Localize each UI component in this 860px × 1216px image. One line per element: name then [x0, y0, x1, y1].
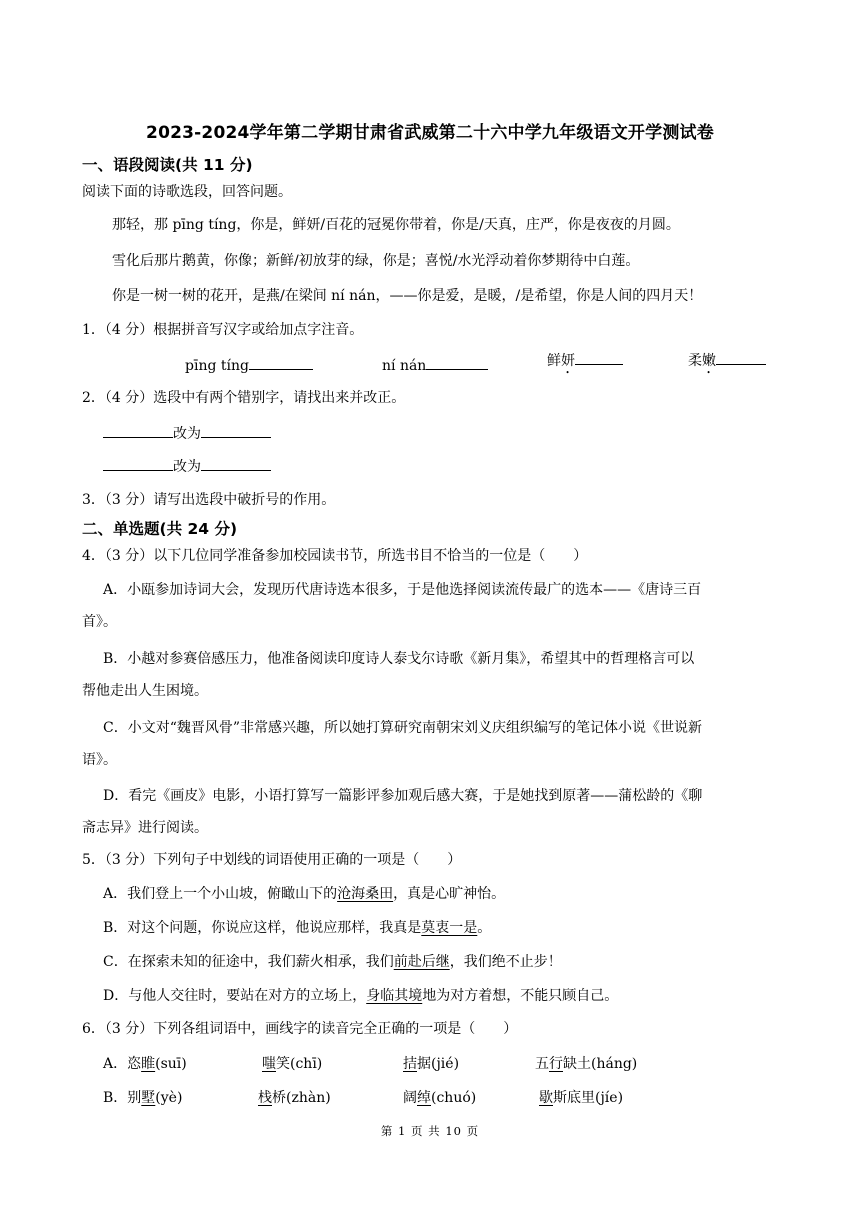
pinyin-text: ní nán — [382, 358, 427, 374]
option-text: (chuó) — [431, 1090, 477, 1106]
q6-option-b-item-4 — [539, 1087, 623, 1107]
underlined-phrase: 身临其境 — [366, 988, 423, 1004]
q6-option-a-item-1[interactable] — [103, 1053, 187, 1073]
answer-blank[interactable] — [426, 355, 488, 370]
option-text: 阔 — [403, 1090, 417, 1106]
char-item-2 — [688, 350, 766, 377]
page-title: 2023-2024学年第二学期甘肃省武威第二十六中学九年级语文开学测试卷 — [146, 123, 714, 143]
question-5: 5．（3 分）下列句子中划线的词语使用正确的一项是（ ） — [82, 852, 462, 868]
poem-line-2: 雪化后那片鹅黄，你像；新鲜/初放芽的绿，你是；喜悦/水光浮动着你梦期待中白莲。 — [112, 253, 640, 269]
q4-option-c-cont: 语》。 — [82, 752, 117, 768]
poem-line-3: 你是一树一树的花开，是燕/在梁间 ní nán，——你是爱，是暖，/是希望，你是人间的四月天！ — [112, 288, 703, 304]
dotted-char: 嫩 — [702, 353, 716, 369]
q5-option-b[interactable] — [103, 918, 491, 938]
option-text: 五 — [535, 1056, 549, 1072]
q5-option-d[interactable] — [103, 986, 618, 1006]
dotted-char: 妍 — [561, 353, 575, 369]
correction-row-1 — [103, 423, 271, 444]
char-item-1 — [547, 350, 623, 377]
q4-option-d-cont: 斋志异》进行阅读。 — [82, 820, 208, 836]
char-text: 鲜 — [547, 353, 561, 369]
q6-option-a-item-4 — [535, 1053, 637, 1073]
q6-option-b-item-1[interactable] — [103, 1087, 182, 1107]
option-text: 笑(chī) — [276, 1056, 323, 1072]
pinyin-item-1 — [185, 355, 313, 374]
q6-option-a-item-3 — [403, 1053, 459, 1073]
underlined-phrase: 沧海桑田 — [337, 886, 394, 902]
option-text: 。 — [477, 920, 492, 936]
reading-intro: 阅读下面的诗歌选段，回答问题。 — [82, 184, 292, 200]
q4-option-a-cont: 首》。 — [82, 614, 117, 630]
option-text: D．与他人交往时，要站在对方的立场上， — [103, 988, 367, 1004]
question-3: 3．（3 分）请写出选段中破折号的作用。 — [82, 492, 336, 508]
change-label: 改为 — [173, 426, 201, 442]
pinyin-text: (yè) — [155, 1090, 183, 1106]
option-text: B．别 — [103, 1090, 142, 1106]
char-text: 柔 — [688, 353, 702, 369]
option-text: C．在探索未知的征途中，我们薪火相承，我们 — [103, 954, 394, 970]
underlined-char: 拮 — [403, 1056, 417, 1072]
option-text: 桥(zhàn) — [272, 1090, 331, 1106]
answer-blank[interactable] — [716, 350, 766, 365]
q5-option-c[interactable] — [103, 952, 562, 972]
underlined-char: 嗤 — [262, 1056, 276, 1072]
option-text: A．恣 — [103, 1056, 142, 1072]
option-text: 缺土(háng) — [563, 1056, 638, 1072]
underlined-phrase: 莫衷一是 — [421, 920, 478, 936]
underlined-char: 绰 — [417, 1090, 431, 1106]
q6-option-a-item-2 — [262, 1053, 322, 1073]
pinyin-item-2 — [382, 355, 488, 374]
change-label: 改为 — [173, 459, 201, 475]
underlined-char: 墅 — [141, 1090, 156, 1106]
answer-blank[interactable] — [201, 423, 271, 438]
answer-blank[interactable] — [103, 456, 173, 471]
option-text: B．对这个问题，你说应这样，他说应那样，我真是 — [103, 920, 422, 936]
q4-option-b[interactable]: B．小越对参赛倍感压力，他准备阅读印度诗人泰戈尔诗歌《新月集》，希望其中的哲理格言可以 — [103, 651, 695, 667]
q6-option-b-item-2 — [258, 1087, 331, 1107]
section-heading-1: 一、语段阅读(共 11 分) — [82, 156, 253, 174]
q6-option-b-item-3 — [403, 1087, 476, 1107]
question-4: 4．（3 分）以下几位同学准备参加校园读书节，所选书目不恰当的一位是（ ） — [82, 548, 588, 564]
q4-option-d[interactable]: D．看完《画皮》电影，小语打算写一篇影评参加观后感大赛，于是她找到原著——蒲松龄的《聊 — [103, 788, 703, 804]
underlined-char: 歇 — [539, 1090, 553, 1106]
option-text: 据(jié) — [417, 1056, 460, 1072]
page-number: 第 1 页 共 10 页 — [380, 1124, 480, 1138]
q4-option-c[interactable]: C．小文对“魏晋风骨”非常感兴趣，所以她打算研究南朝宋刘义庆组织编写的笔记体小说《世说新 — [103, 720, 703, 736]
underlined-char: 睢 — [141, 1056, 156, 1072]
option-text: ，真是心旷神怡。 — [393, 886, 506, 902]
correction-row-2 — [103, 456, 271, 477]
q4-option-b-cont: 帮他走出人生困境。 — [82, 683, 208, 699]
option-text: 地为对方着想，不能只顾自己。 — [422, 988, 619, 1004]
question-1: 1．（4 分）根据拼音写汉字或给加点字注音。 — [82, 322, 364, 338]
question-2: 2．（4 分）选段中有两个错别字，请找出来并改正。 — [82, 390, 406, 406]
underlined-char: 栈 — [258, 1090, 272, 1106]
answer-blank[interactable] — [103, 423, 173, 438]
question-6: 6．（3 分）下列各组词语中，画线字的读音完全正确的一项是（ ） — [82, 1021, 518, 1037]
q4-option-a[interactable]: A．小瓯参加诗词大会，发现历代唐诗选本很多，于是他选择阅读流传最广的选本——《唐诗三百 — [103, 582, 702, 598]
answer-blank[interactable] — [575, 350, 623, 365]
answer-blank[interactable] — [201, 456, 271, 471]
option-text: 斯底里(jíe) — [553, 1090, 624, 1106]
option-text: A．我们登上一个小山坡，俯瞰山下的 — [103, 886, 338, 902]
underlined-char: 行 — [549, 1056, 563, 1072]
underlined-phrase: 前赴后继 — [393, 954, 450, 970]
pinyin-text: pīng tíng — [185, 358, 249, 374]
q5-option-a[interactable] — [103, 884, 505, 904]
option-text: ，我们绝不止步！ — [449, 954, 562, 970]
pinyin-text: (suī) — [155, 1056, 187, 1072]
section-heading-2: 二、单选题(共 24 分) — [82, 520, 238, 538]
answer-blank[interactable] — [249, 355, 313, 370]
poem-line-1: 那轻，那 pīng tíng，你是，鲜妍/百花的冠冕你带着，你是/天真，庄严，你是夜夜的月圆。 — [112, 217, 680, 233]
